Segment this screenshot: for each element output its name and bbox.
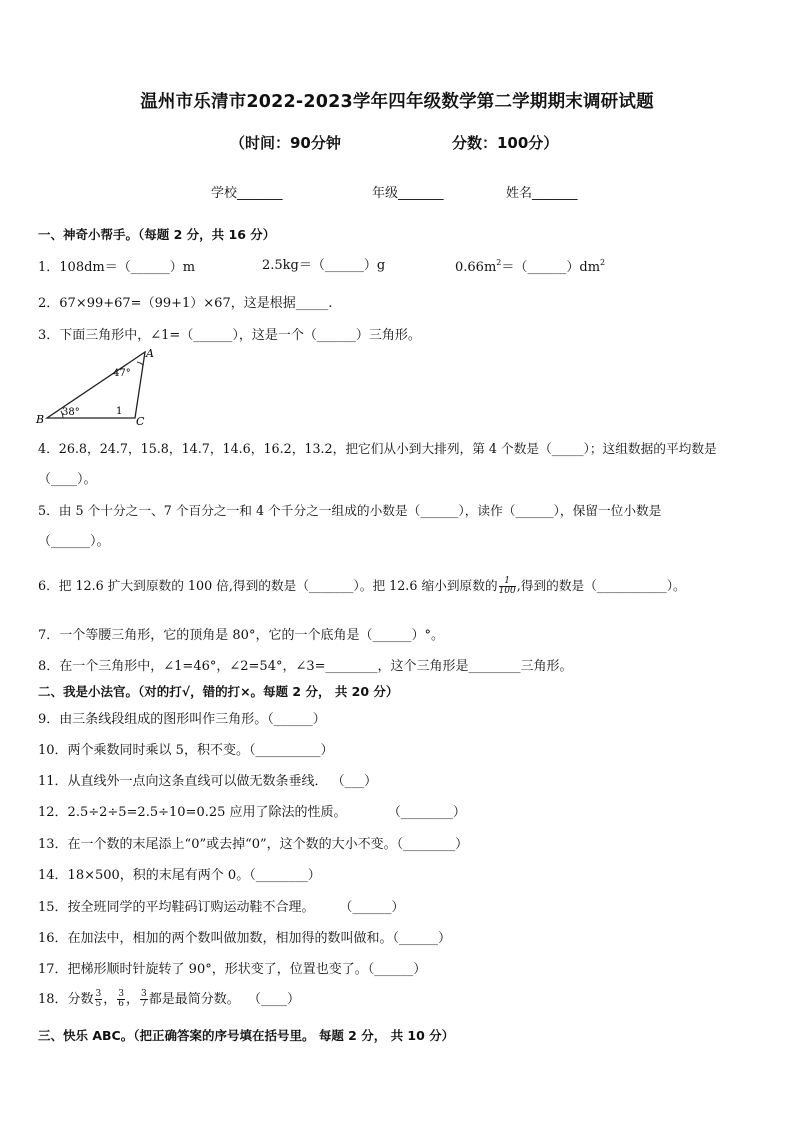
section-1-heading: 一、神奇小帮手。（每题 2 分，共 16 分）	[38, 227, 276, 242]
grade-field: 年级_______	[372, 186, 444, 201]
fraction-3-6: $\frac{3}{6}$	[118, 989, 125, 1009]
question-2: 2．67×99+67=（99+1）×67，这是根据_____.	[38, 296, 333, 311]
exam-score: 分数：100分）	[452, 134, 559, 152]
fraction-3-5: $\frac{3}{5}$	[95, 989, 102, 1009]
question-5-line1: 5．由 5 个十分之一、7 个百分之一和 4 个千分之一组成的小数是（______），读作（______），保留一位小数是	[38, 503, 662, 518]
question-8: 8．在一个三角形中，∠1=46°，∠2=54°，∠3=________，这个三角形是________三角形。	[38, 659, 573, 674]
vertex-c-label: C	[136, 415, 145, 428]
triangle-figure	[30, 342, 154, 428]
question-4-line1: 4．26.8，24.7，15.8，14.7，14.6，16.2，13.2，把它们从小到大排列，第 4 个数是（_____）；这组数据的平均数是	[38, 441, 717, 456]
page-title: 温州市乐清市2022-2023学年四年级数学第二学期期末调研试题	[140, 92, 654, 112]
question-7: 7．一个等腰三角形，它的顶角是 80°，它的一个底角是（______）°。	[38, 628, 444, 643]
vertex-b-label: B	[36, 413, 45, 426]
angle-b-value: 38°	[62, 407, 80, 418]
question-5-line2: （______）。	[38, 534, 110, 549]
fraction-1-100: $\frac{1}{100}$	[498, 576, 516, 596]
question-12: 12．2.5÷2÷5=2.5÷10=0.25 应用了除法的性质。 （________）	[38, 805, 466, 820]
angle-a-arc	[137, 362, 143, 365]
question-4-line2: （____）。	[38, 472, 97, 487]
question-14: 14．18×500，积的末尾有两个 0。（________）	[38, 868, 321, 883]
question-11: 11．从直线外一点向这条直线可以做无数条垂线． （___）	[38, 774, 378, 789]
section-3-heading: 三、快乐 ABC。（把正确答案的序号填在括号里。 每题 2 分， 共 10 分）	[38, 1028, 455, 1043]
question-18: 18．分数 $\frac{3}{5}$ ， $\frac{3}{6}$ ， $\frac{3}{7}$ 都是最简分数。 （____）	[38, 989, 301, 1009]
question-9: 9．由三条线段组成的图形叫作三角形。（______）	[38, 712, 326, 727]
question-1b: 2.5kg＝（______）g	[262, 258, 386, 273]
question-1a: 1．108dm＝（______）m	[38, 260, 196, 275]
school-field: 学校_______	[211, 186, 283, 201]
vertex-a-label: A	[146, 347, 154, 360]
angle-a-value: 47°	[113, 368, 131, 379]
question-15: 15．按全班同学的平均鞋码订购运动鞋不合理。 （______）	[38, 900, 405, 915]
question-1c: $0.66m^2=(\_\_\_\_\_\_)dm^2$	[455, 258, 606, 275]
question-13: 13．在一个数的末尾添上“0”或去掉“0”，这个数的大小不变。（________）	[38, 837, 469, 852]
question-6: 6．把 12.6 扩大到原数的 100 倍,得到的数是（_______）。把 12.6 缩小到原数的 $\frac{1}{100}$ ,得到的数是（___________）。	[38, 576, 686, 596]
question-16: 16．在加法中，相加的两个数叫做加数，相加得的数叫做和。（______）	[38, 931, 452, 946]
section-2-heading: 二、我是小法官。（对的打√，错的打×。每题 2 分， 共 20 分）	[38, 684, 399, 699]
angle-1-label: 1	[116, 406, 123, 417]
fraction-3-7: $\frac{3}{7}$	[141, 989, 147, 1009]
question-10: 10．两个乘数同时乘以 5，积不变。（__________）	[38, 743, 334, 758]
question-17: 17．把梯形顺时针旋转了 90°，形状变了，位置也变了。（______）	[38, 962, 427, 977]
exam-time: （时间：90分钟	[230, 134, 341, 152]
name-field: 姓名_______	[506, 186, 578, 201]
question-3: 3．下面三角形中，∠1=（______），这是一个（______）三角形。	[38, 328, 421, 343]
